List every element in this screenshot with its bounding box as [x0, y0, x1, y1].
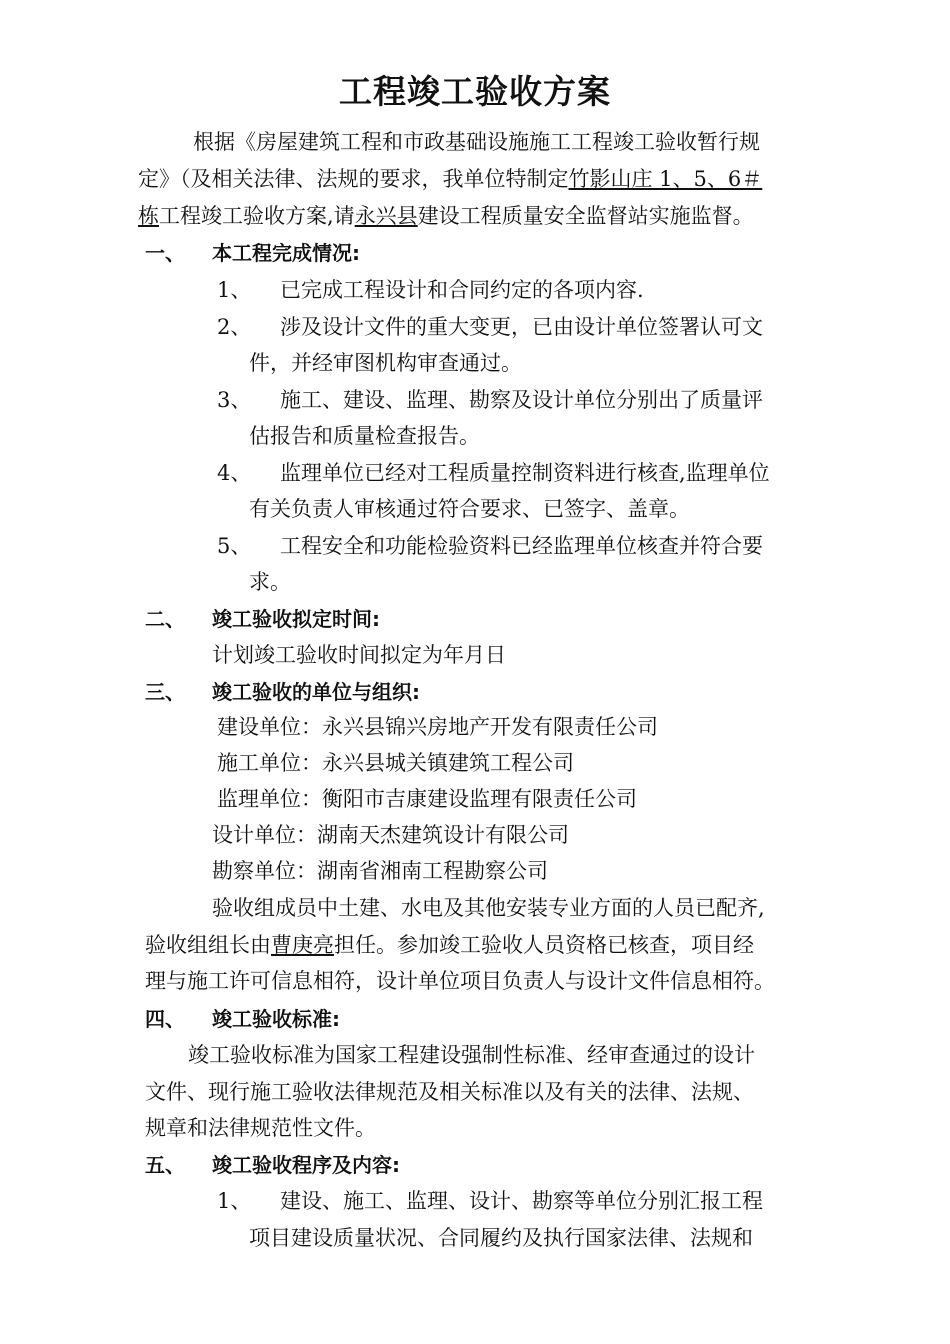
unit-builder: 施工单位：永兴县城关镇建筑工程公司 [217, 751, 574, 775]
section-1-number: 一、 [145, 241, 185, 265]
project-name: 竹影山庄 1、5、6＃ [568, 167, 763, 191]
s1-item-5-text: 工程安全和功能检验资料已经监理单位核查并符合要 [280, 534, 763, 558]
project-name-cont: 栋 [138, 204, 159, 228]
s1-item-2-number: 2、 [217, 315, 252, 339]
intro-line-2 [138, 165, 762, 193]
intro-line-3-end: 建设工程质量安全监督站实施监督。 [417, 204, 754, 228]
section-2-title: 竣工验收拟定时间: [212, 607, 380, 631]
s4-line-1: 竣工验收标准为国家工程建设强制性标准、经审查通过的设计 [188, 1043, 755, 1067]
s5-item-1-text: 建设、施工、监理、设计、勘察等单位分别汇报工程 [280, 1189, 763, 1213]
unit-design: 设计单位：湖南天杰建筑设计有限公司 [212, 823, 569, 847]
s1-item-3-text: 施工、建设、监理、勘察及设计单位分别出了质量评 [280, 388, 763, 412]
document-title: 工程竣工验收方案 [339, 72, 611, 111]
s1-item-4-cont: 有关负责人审核通过符合要求、已签字、盖章。 [249, 497, 690, 521]
s3-para-line-1: 验收组成员中土建、水电及其他安装专业方面的人员已配齐, [212, 896, 765, 920]
s1-item-3-cont: 估报告和质量检查报告。 [249, 424, 480, 448]
s1-item-1-text: 已完成工程设计和合同约定的各项内容. [280, 278, 644, 302]
s4-line-2: 文件、现行施工验收法律规范及相关标准以及有关的法律、法规、 [145, 1080, 754, 1104]
s1-item-5-cont: 求。 [249, 570, 291, 594]
unit-survey: 勘察单位：湖南省湘南工程勘察公司 [212, 859, 548, 883]
unit-supervision: 监理单位：衡阳市吉康建设监理有限责任公司 [217, 787, 637, 811]
s1-item-2-cont: 件，并经审图机构审查通过。 [249, 351, 522, 375]
unit-construction: 建设单位：永兴县锦兴房地产开发有限责任公司 [217, 715, 658, 739]
s5-item-1-number: 1、 [217, 1189, 252, 1213]
county-name: 永兴县 [354, 204, 418, 228]
intro-line-3 [138, 202, 754, 230]
team-leader-name: 曹庚亮 [271, 933, 334, 957]
s2-text: 计划竣工验收时间拟定为年月日 [212, 643, 506, 667]
intro-line-2-text: 定》（及相关法律、法规的要求，我单位特制定 [138, 167, 569, 191]
s1-item-5-number: 5、 [217, 534, 252, 558]
s3-para-line-3: 理与施工许可信息相符，设计单位项目负责人与设计文件信息相符。 [145, 969, 775, 993]
s1-item-2-text: 涉及设计文件的重大变更，已由设计单位签署认可文 [280, 315, 763, 339]
section-1-title: 本工程完成情况: [212, 241, 360, 265]
intro-line-3-text: 工程竣工验收方案,请 [159, 204, 355, 228]
section-3-number: 三、 [145, 680, 185, 704]
s3-para-line-2 [145, 931, 754, 959]
s1-item-4-text: 监理单位已经对工程质量控制资料进行核查,监理单位 [280, 461, 770, 485]
s4-line-3: 规章和法律规范性文件。 [145, 1116, 376, 1140]
s3-para-line-2a: 验收组组长由 [145, 933, 271, 957]
section-3-title: 竣工验收的单位与组织: [212, 680, 420, 704]
s5-item-1-cont: 项目建设质量状况、合同履约及执行国家法律、法规和 [249, 1226, 753, 1250]
section-5-number: 五、 [145, 1153, 185, 1177]
intro-line-1: 根据《房屋建筑工程和市政基础设施施工工程竣工验收暂行规 [193, 130, 760, 154]
section-4-title: 竣工验收标准: [212, 1007, 340, 1031]
section-5-title: 竣工验收程序及内容: [212, 1153, 400, 1177]
section-4-number: 四、 [145, 1007, 185, 1031]
s3-para-line-2b: 担任。参加竣工验收人员资格已核查，项目经 [334, 933, 754, 957]
s1-item-4-number: 4、 [217, 461, 252, 485]
s1-item-3-number: 3、 [217, 388, 252, 412]
section-2-number: 二、 [145, 607, 185, 631]
s1-item-1-number: 1、 [217, 278, 252, 302]
